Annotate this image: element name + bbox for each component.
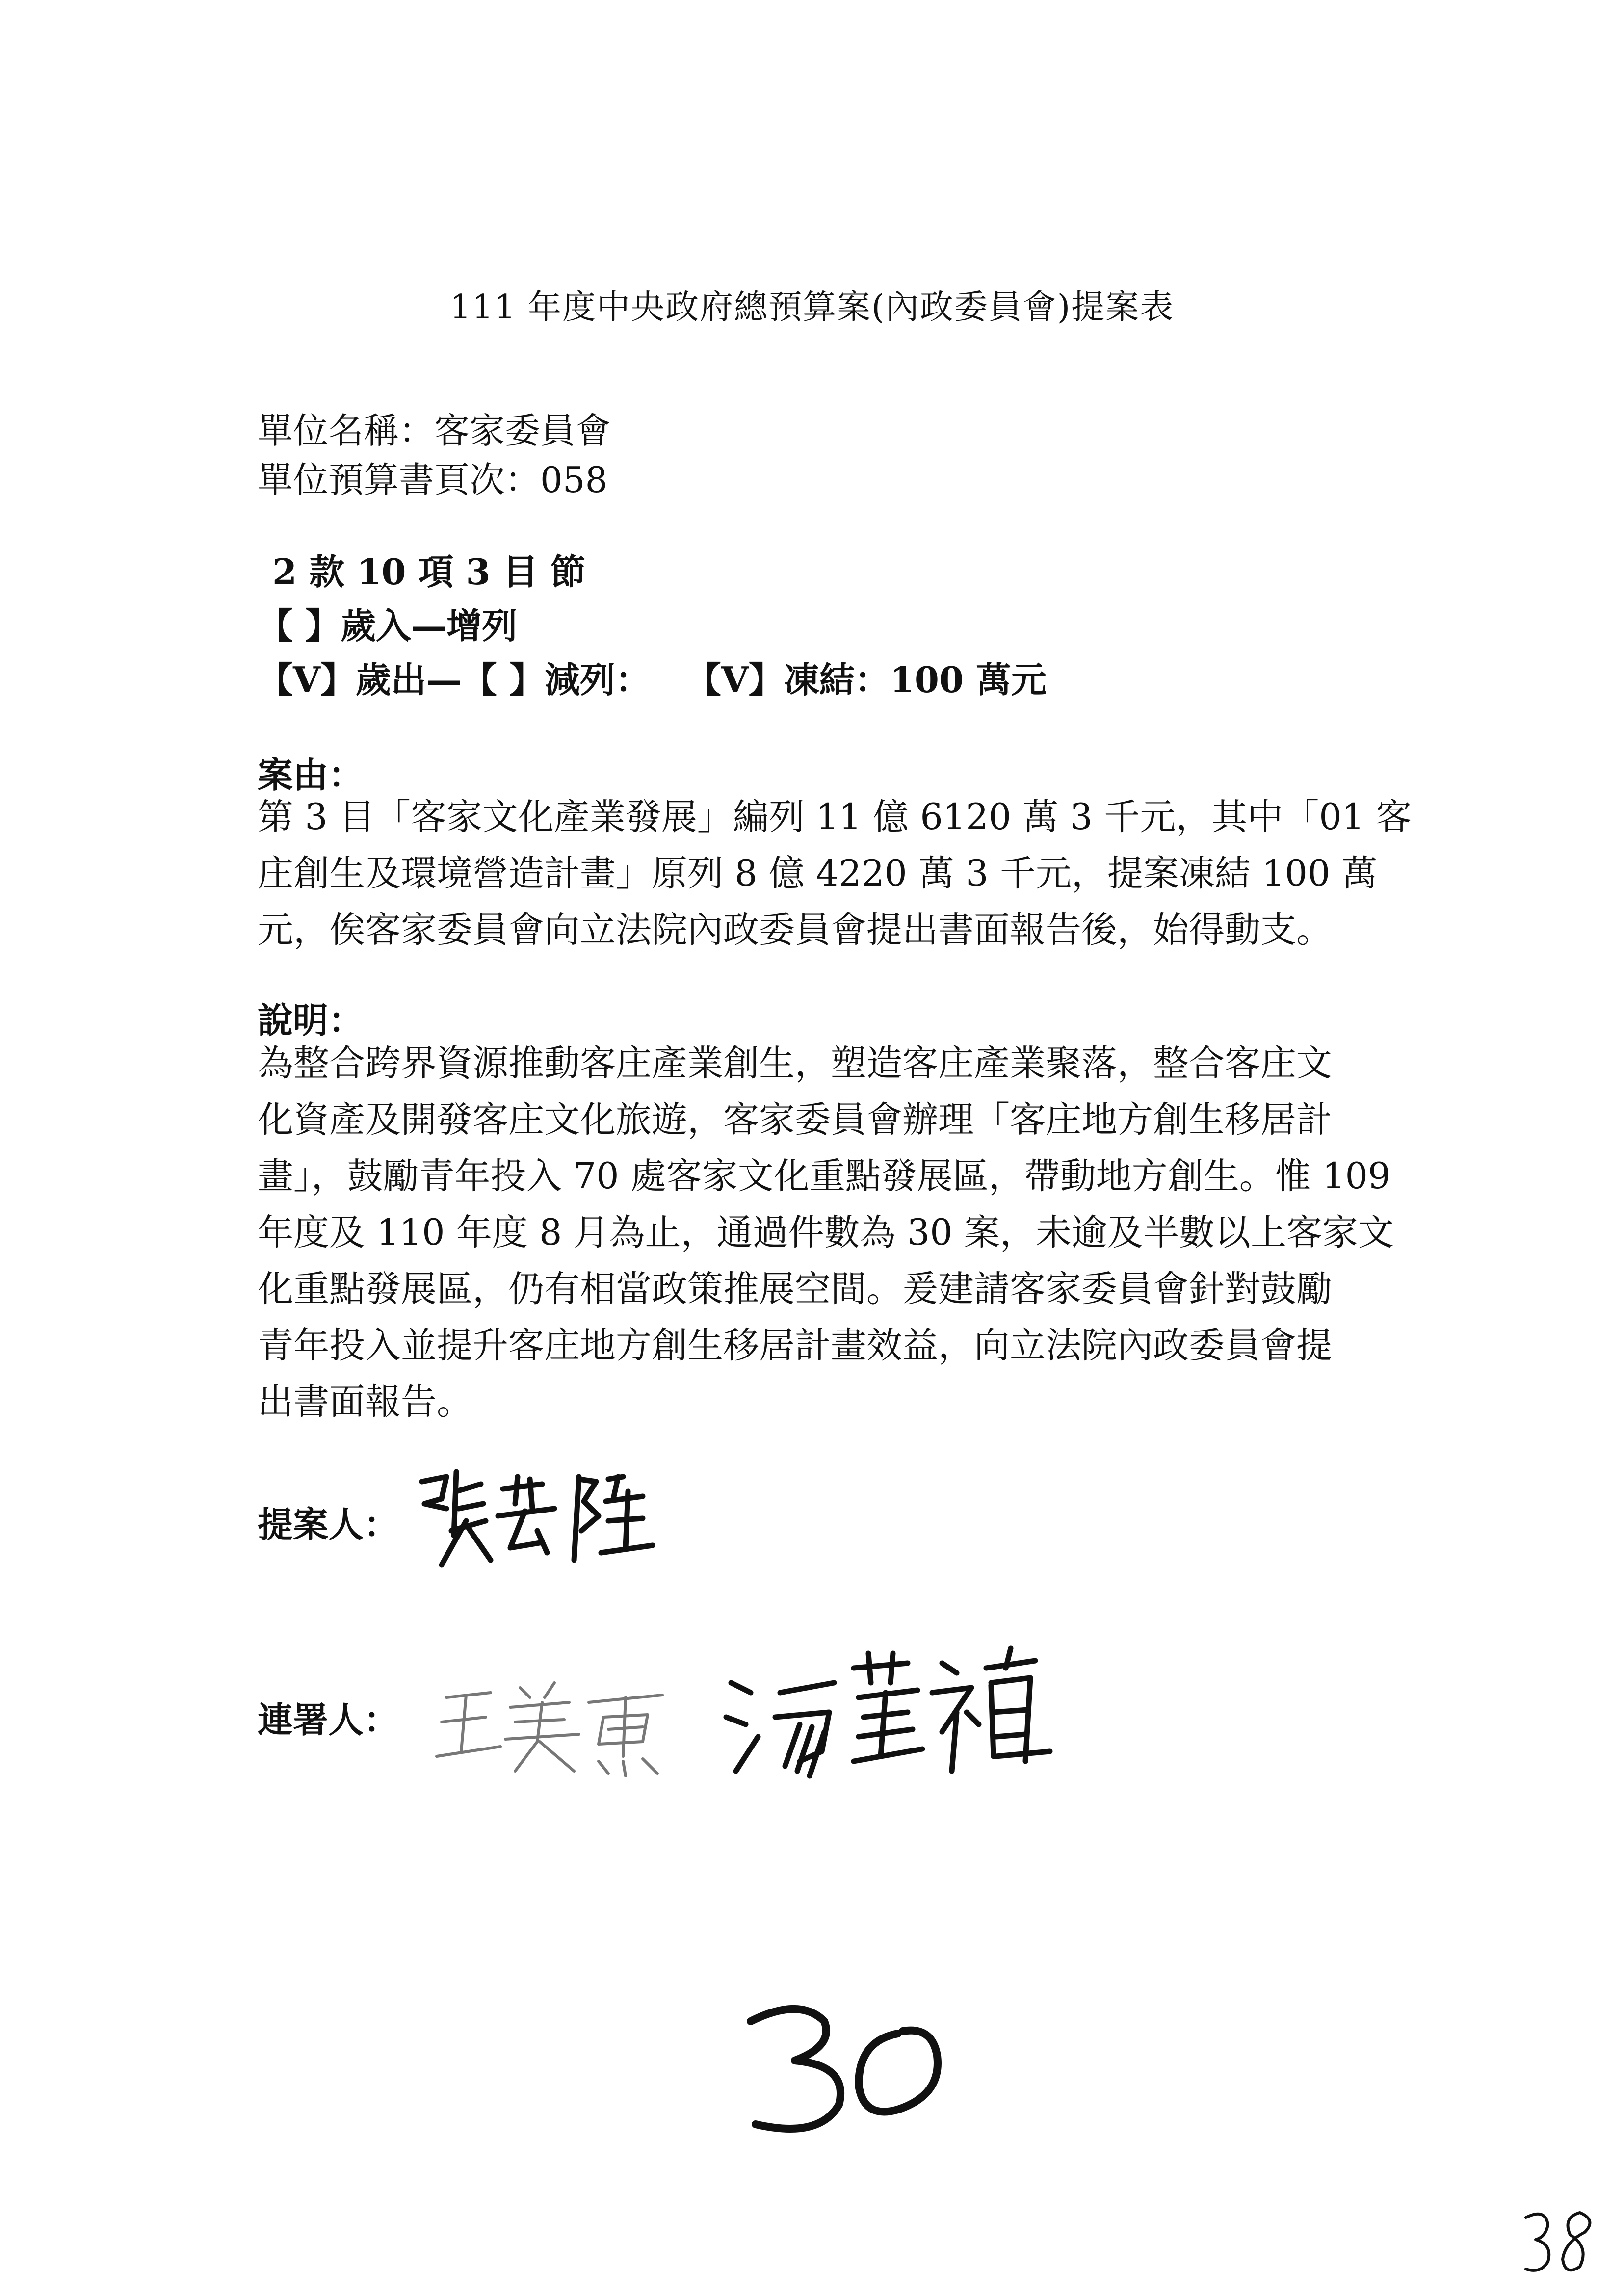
explanation-line: 為整合跨界資源推動客庄產業創生，塑造客庄產業聚落，整合客庄文 <box>258 1043 1332 1084</box>
reason-heading: 案由： <box>258 754 364 796</box>
explanation-line: 化資產及開發客庄文化旅遊，客家委員會辦理「客庄地方創生移居計 <box>258 1099 1332 1141</box>
explanation-line: 出書面報告。 <box>258 1381 472 1423</box>
explanation-body <box>258 1035 1435 1430</box>
expense-freeze-line: 【V】歲出—【 】減列： 【V】凍結：100 萬元 <box>258 659 1047 701</box>
document-title: 111 年度中央政府總預算案(內政委員會)提案表 <box>449 288 1175 327</box>
unit-budget-page: 單位預算書頁次：058 <box>258 459 608 500</box>
unit-name: 單位名稱：客家委員會 <box>258 410 611 451</box>
reason-line: 庄創生及環境營造計畫」原列 8 億 4220 萬 3 千元，提案凍結 100 萬 <box>258 853 1378 894</box>
explanation-line: 化重點發展區，仍有相當政策推展空間。爰建請客家委員會針對鼓勵 <box>258 1268 1332 1310</box>
cosigner-signature-2 <box>711 1639 1055 1786</box>
explanation-line: 年度及 110 年度 8 月為止，通過件數為 30 案，未逾及半數以上客家文 <box>258 1212 1394 1253</box>
handwritten-page-number <box>711 1987 957 2149</box>
explanation-line: 畫」，鼓勵青年投入 70 處客家文化重點發展區，帶動地方創生。惟 109 <box>258 1155 1391 1197</box>
explanation-line: 青年投入並提升客庄地方創生移居計畫效益，向立法院內政委員會提 <box>258 1325 1332 1366</box>
proposer-label: 提案人： <box>258 1504 399 1545</box>
cosigner-signature-1 <box>432 1668 687 1786</box>
budget-item-line: 2 款 10 項 3 目 節 <box>272 551 586 593</box>
cosigner-label: 連署人： <box>258 1699 399 1741</box>
reason-line: 元，俟客家委員會向立法院內政委員會提出書面報告後，始得動支。 <box>258 909 1332 951</box>
reason-line: 第 3 目「客家文化產業發展」編列 11 億 6120 萬 3 千元，其中「01 客 <box>258 796 1412 838</box>
handwritten-corner-number <box>1516 2198 1604 2281</box>
proposer-signature <box>412 1462 657 1575</box>
revenue-line: 【 】歲入—增列 <box>258 605 518 647</box>
reason-body <box>258 789 1435 958</box>
explanation-heading: 說明： <box>258 999 364 1041</box>
